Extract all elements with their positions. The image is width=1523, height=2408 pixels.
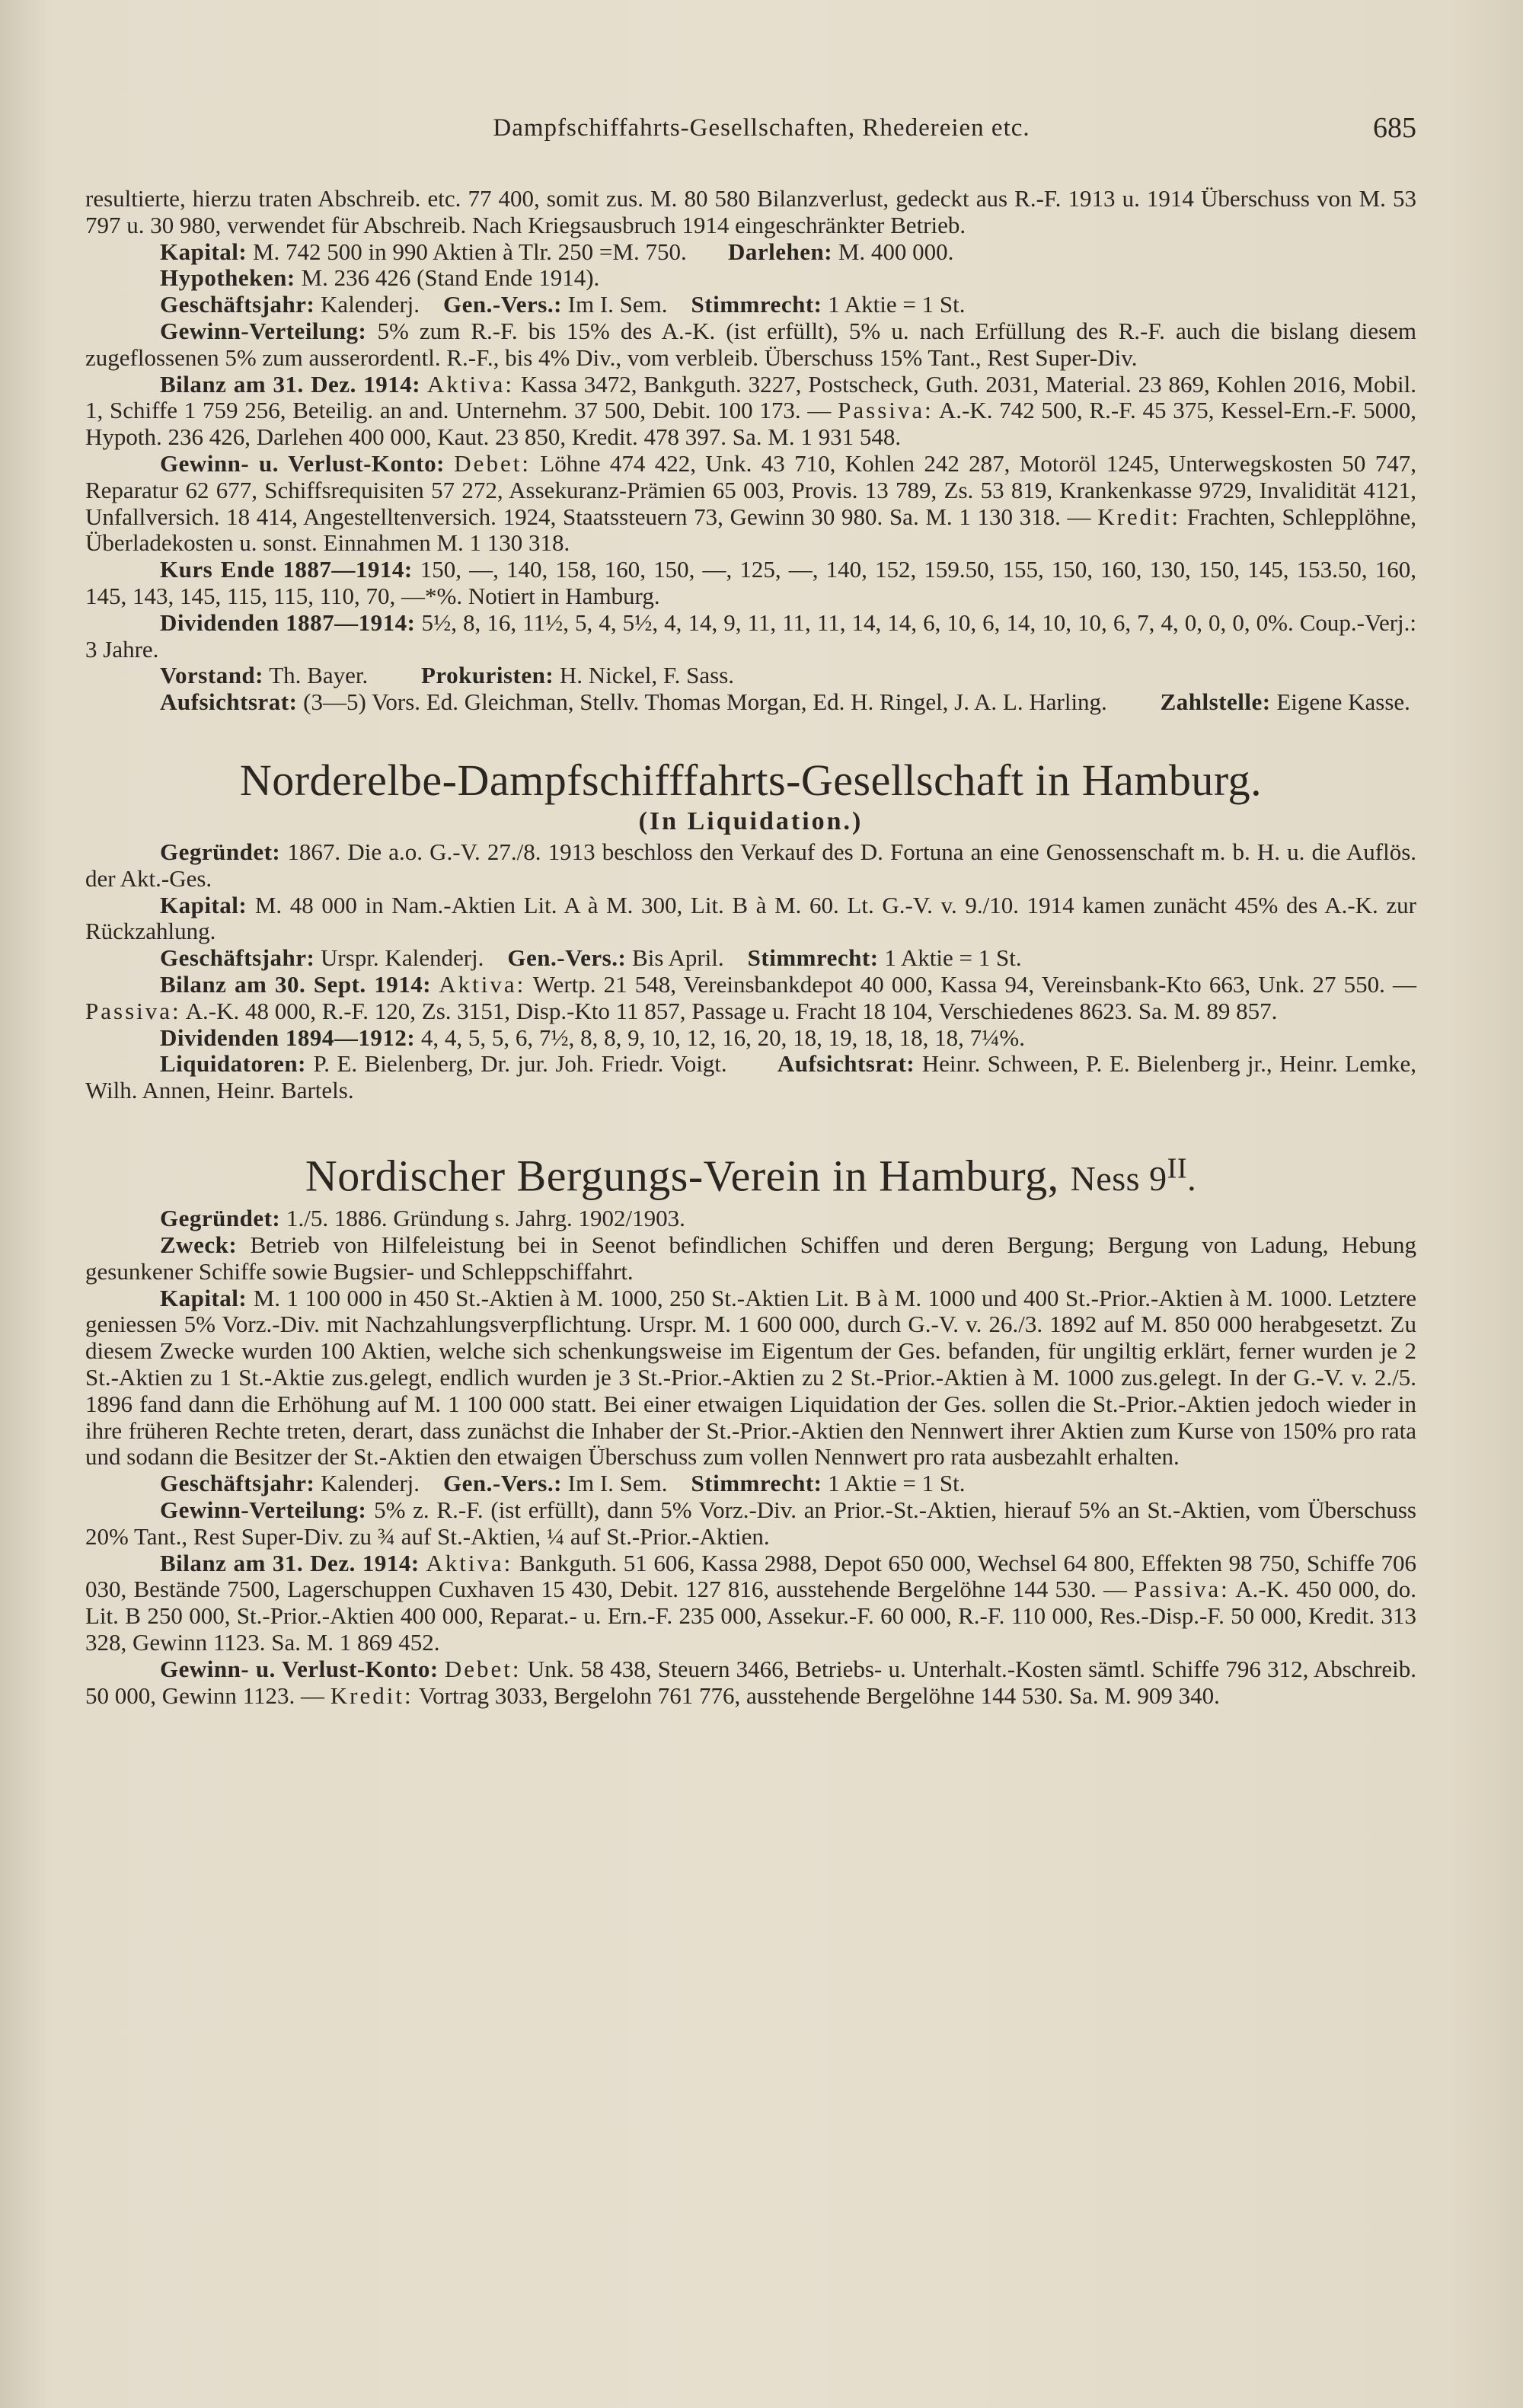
bilanz-paragraph: Bilanz am 31. Dez. 1914: Aktiva: Bankguth. 51 606, Kassa 2988, Depot 650 000, Wechsel 64 800, Effekten 98 750, Schiffe 706 030, Bestände 7500, Lagerschuppen Cuxhaven 15 430, Debit. 127 816, ausstehende Bergelöhne 144 530. — Passiva: A.-K. 450 000, do. Lit. B 250 000, St.-Prior.-Aktien 400 000, Reparat.- u. Ern.-F. 235 000, Assekur.-F. 60 000, R.-F. 110 000, Res.-Disp.-F. 50 000, Kredit. 313 328, Gewinn 1123. Sa. M. 1 869 452. <box>85 1549 1417 1656</box>
page-body <box>85 186 1416 1709</box>
guv-paragraph: Gewinn- u. Verlust-Konto: Debet: Unk. 58 438, Steuern 3466, Betriebs- u. Unterhalt.-Kosten sämtl. Schiffe 796 312, Abschreib. 50 000, Gewinn 1123. — Kredit: Vortrag 3033, Bergelohn 761 776, ausstehende Bergelöhne 144 530. Sa. M. 909 340. <box>85 1655 1417 1709</box>
hypotheken-paragraph: Hypotheken: M. 236 426 (Stand Ende 1914). <box>160 264 600 292</box>
page-number: 685 <box>1373 112 1416 144</box>
liquidation-subtitle: (In Liquidation.) <box>638 806 864 835</box>
geschaeftsjahr-paragraph: Geschäftsjahr: Kalenderj. Gen.-Vers.: Im I. Sem. Stimmrecht: 1 Aktie = 1 St. <box>160 1470 966 1497</box>
dividenden-paragraph: Dividenden 1894—1912: 4, 4, 5, 5, 6, 7½, 8, 8, 9, 10, 12, 16, 20, 18, 19, 18, 18, 18, 7¼%. <box>160 1024 1025 1051</box>
company-title-nordischer-bergungs-verein: Nordischer Bergungs-Verein in Hamburg, Ness $9^{II}$. <box>305 1151 1197 1201</box>
company-address: Ness $9^{II}$. <box>1070 1152 1197 1199</box>
kapital-label: Kapital: <box>160 238 247 265</box>
section-gap <box>85 716 1416 736</box>
kapital-paragraph: Kapital: M. 1 100 000 in 450 St.-Aktien à M. 1000, 250 St.-Aktien Lit. B à M. 1000 und 400 St.-Prior.-Aktien à M. 1000. Letztere geniessen 5% Vorz.-Div. mit Nachzahlungsverpflichtung. Urspr. M. 1 600 000, durch G.-V. v. 26./3. 1892 auf M. 850 000 herabgesetzt. Zu diesem Zwecke wurden 100 Aktien, welche sich schenkungsweise im Eigentum der Ges. befanden, für ungiltig erklärt, ferner wurden je 2 St.-Aktien zu 1 St.-Aktie zus.gelegt, endlich wurden je 3 St.-Prior.-Aktien zu 2 St.-Prior.-Aktien à M. 1000 zus.gelegt. In der G.-V. v. 2./5. 1896 fand dann die Erhöhung auf M. 1 100 000 statt. Bei einer etwaigen Liquidation der Ges. sollen die St.-Prior.-Aktien jedoch wieder in ihre früheren Rechte treten, derart, dass zunächst die Inhaber der St.-Prior.-Aktien den Nennwert ihrer Aktien zum Kurse von 150% pro rata und sodann die Besitzer der St.-Aktien den etwaigen Überschuss zum vollen Nennwert pro rata ausbezahlt erhalten. <box>85 1284 1416 1471</box>
kurs-paragraph: Kurs Ende 1887—1914: 150, —, 140, 158, 160, 150, —, 125, —, 140, 152, 159.50, 155, 150, 160, 130, 150, 145, 153.50, 160, 145, 143, 145, 115, 115, 110, 70, —*%. Notiert in Hamburg. <box>85 556 1417 609</box>
section-gap <box>85 1104 1416 1124</box>
gegruendet-paragraph: Gegründet: 1./5. 1886. Gründung s. Jahrg. 1902/1903. <box>160 1205 685 1232</box>
kapital-paragraph: Kapital: M. 48 000 in Nam.-Aktien Lit. A à M. 300, Lit. B à M. 60. Lt. G.-V. v. 9./10. 1914 kamen zunächt 45% des A.-K. zur Rückzahlung. <box>85 891 1416 945</box>
gewinn-verteilung-paragraph: Gewinn-Verteilung: 5% z. R.-F. (ist erfüllt), dann 5% Vorz.-Div. an Prior.-St.-Aktien, hierauf 5% an St.-Aktien, vom Überschuss 20% Tant., Rest Super-Div. zu ¾ auf St.-Aktien, ¼ auf St.-Prior.-Aktien. <box>85 1496 1416 1550</box>
bilanz-paragraph: Bilanz am 31. Dez. 1914: Aktiva: Kassa 3472, Bankguth. 3227, Postscheck, Guth. 2031, Material. 23 869, Kohlen 2016, Mobil. 1, Schiffe 1 759 256, Beteilig. an and. Unternehm. 37 500, Debit. 100 173. — Passiva: A.-K. 742 500, R.-F. 45 375, Kessel-Ern.-F. 5000, Hypoth. 236 426, Darlehen 400 000, Kaut. 23 850, Kredit. 478 397. Sa. M. 1 931 548. <box>85 370 1417 451</box>
running-head <box>0 114 1523 160</box>
dividenden-paragraph: Dividenden 1887—1914: 5½, 8, 16, 11½, 5, 4, 5½, 4, 14, 9, 11, 11, 11, 14, 14, 6, 10, 6, 14, 10, 10, 6, 7, 4, 0, 0, 0, 0%. Coup.-Verj.: 3 Jahre. <box>85 608 1417 663</box>
zweck-paragraph: Zweck: Betrieb von Hilfeleistung bei in Seenot befindlichen Schiffen und deren Bergung; Bergung von Ladung, Hebung gesunkener Schiffe sowie Bugsier- und Schleppschiffahrt. <box>85 1231 1416 1285</box>
geschaeftsjahr-paragraph: Geschäftsjahr: Urspr. Kalenderj. Gen.-Vers.: Bis April. Stimmrecht: 1 Aktie = 1 St. <box>160 944 1022 972</box>
bilanz-paragraph: Bilanz am 30. Sept. 1914: Aktiva: Wertp. 21 548, Vereinsbankdepot 40 000, Kassa 94, Vereinsbank-Kto 663, Unk. 27 550. — Passiva: A.-K. 48 000, R.-F. 120, Zs. 3151, Disp.-Kto 11 857, Passage u. Fracht 18 104, Verschiedenes 8623. Sa. M. 89 857. <box>85 970 1416 1024</box>
kapital-paragraph: Kapital: M. 742 500 in 990 Aktien à Tlr. 250 =M. 750. Darlehen: M. 400 000. <box>160 238 954 265</box>
geschaeftsjahr-paragraph: Geschäftsjahr: Kalenderj. Gen.-Vers.: Im I. Sem. Stimmrecht: 1 Aktie = 1 St. <box>160 291 966 318</box>
liquidatoren-paragraph: Liquidatoren: P. E. Bielenberg, Dr. jur. Joh. Friedr. Voigt. Aufsichtsrat: Heinr. Schween, P. E. Bielenberg jr., Heinr. Lemke, Wilh. Annen, Heinr. Bartels. <box>85 1050 1416 1104</box>
vorstand-paragraph: Vorstand: Th. Bayer. Prokuristen: H. Nickel, F. Sass. <box>160 662 735 689</box>
gewinn-verteilung-paragraph: Gewinn-Verteilung: 5% zum R.-F. bis 15% des A.-K. (ist erfüllt), 5% u. nach Erfüllung des R.-F. auch die bislang diesem zugeflossenen 5% zum ausserordentl. R.-F., bis 4% Div., vom verbleib. Überschuss 15% Tant., Rest Super-Div. <box>85 317 1417 371</box>
guv-paragraph: Gewinn- u. Verlust-Konto: Debet: Löhne 474 422, Unk. 43 710, Kohlen 242 287, Motoröl 1245, Unterwegskosten 50 747, Reparatur 62 677, Schiffsrequisiten 57 272, Assekuranz-Prämien 65 003, Provis. 13 789, Zs. 53 819, Krankenkasse 9729, Invalidität 4121, Unfallversich. 18 414, Angestelltenversich. 1924, Staatssteuern 73, Gewinn 30 980. Sa. M. 1 130 318. — Kredit: Frachten, Schlepplöhne, Überladekosten u. sonst. Einnahmen M. 1 130 318. <box>85 449 1417 557</box>
darlehen-label: Darlehen: <box>727 238 833 265</box>
aufsichtsrat-paragraph: Aufsichtsrat: (3—5) Vors. Ed. Gleichman, Stellv. Thomas Morgan, Ed. H. Ringel, J. A. L. Harling. Zahlstelle: Eigene Kasse. <box>160 688 1410 716</box>
running-title: Dampfschiffahrts-Gesellschaften, Rhedereien etc. <box>493 114 1030 142</box>
company-title-norderelbe: Norderelbe-Dampfschifffahrts-Gesellschaft in Hamburg. <box>239 755 1263 805</box>
gegruendet-paragraph: Gegründet: 1867. Die a.o. G.-V. 27./8. 1913 beschloss den Verkauf des D. Fortuna an eine Genossenschaft m. b. H. u. die Auflös. der Akt.-Ges. <box>85 838 1417 892</box>
intro-paragraph: resultierte, hierzu traten Abschreib. etc. 77 400, somit zus. M. 80 580 Bilanzverlust, gedeckt aus R.-F. 1913 u. 1914 Überschuss von M. 53 797 u. 30 980, verwendet für Abschreib. Nach Kriegsausbruch 1914 eingeschränkter Betrieb. <box>85 185 1416 238</box>
